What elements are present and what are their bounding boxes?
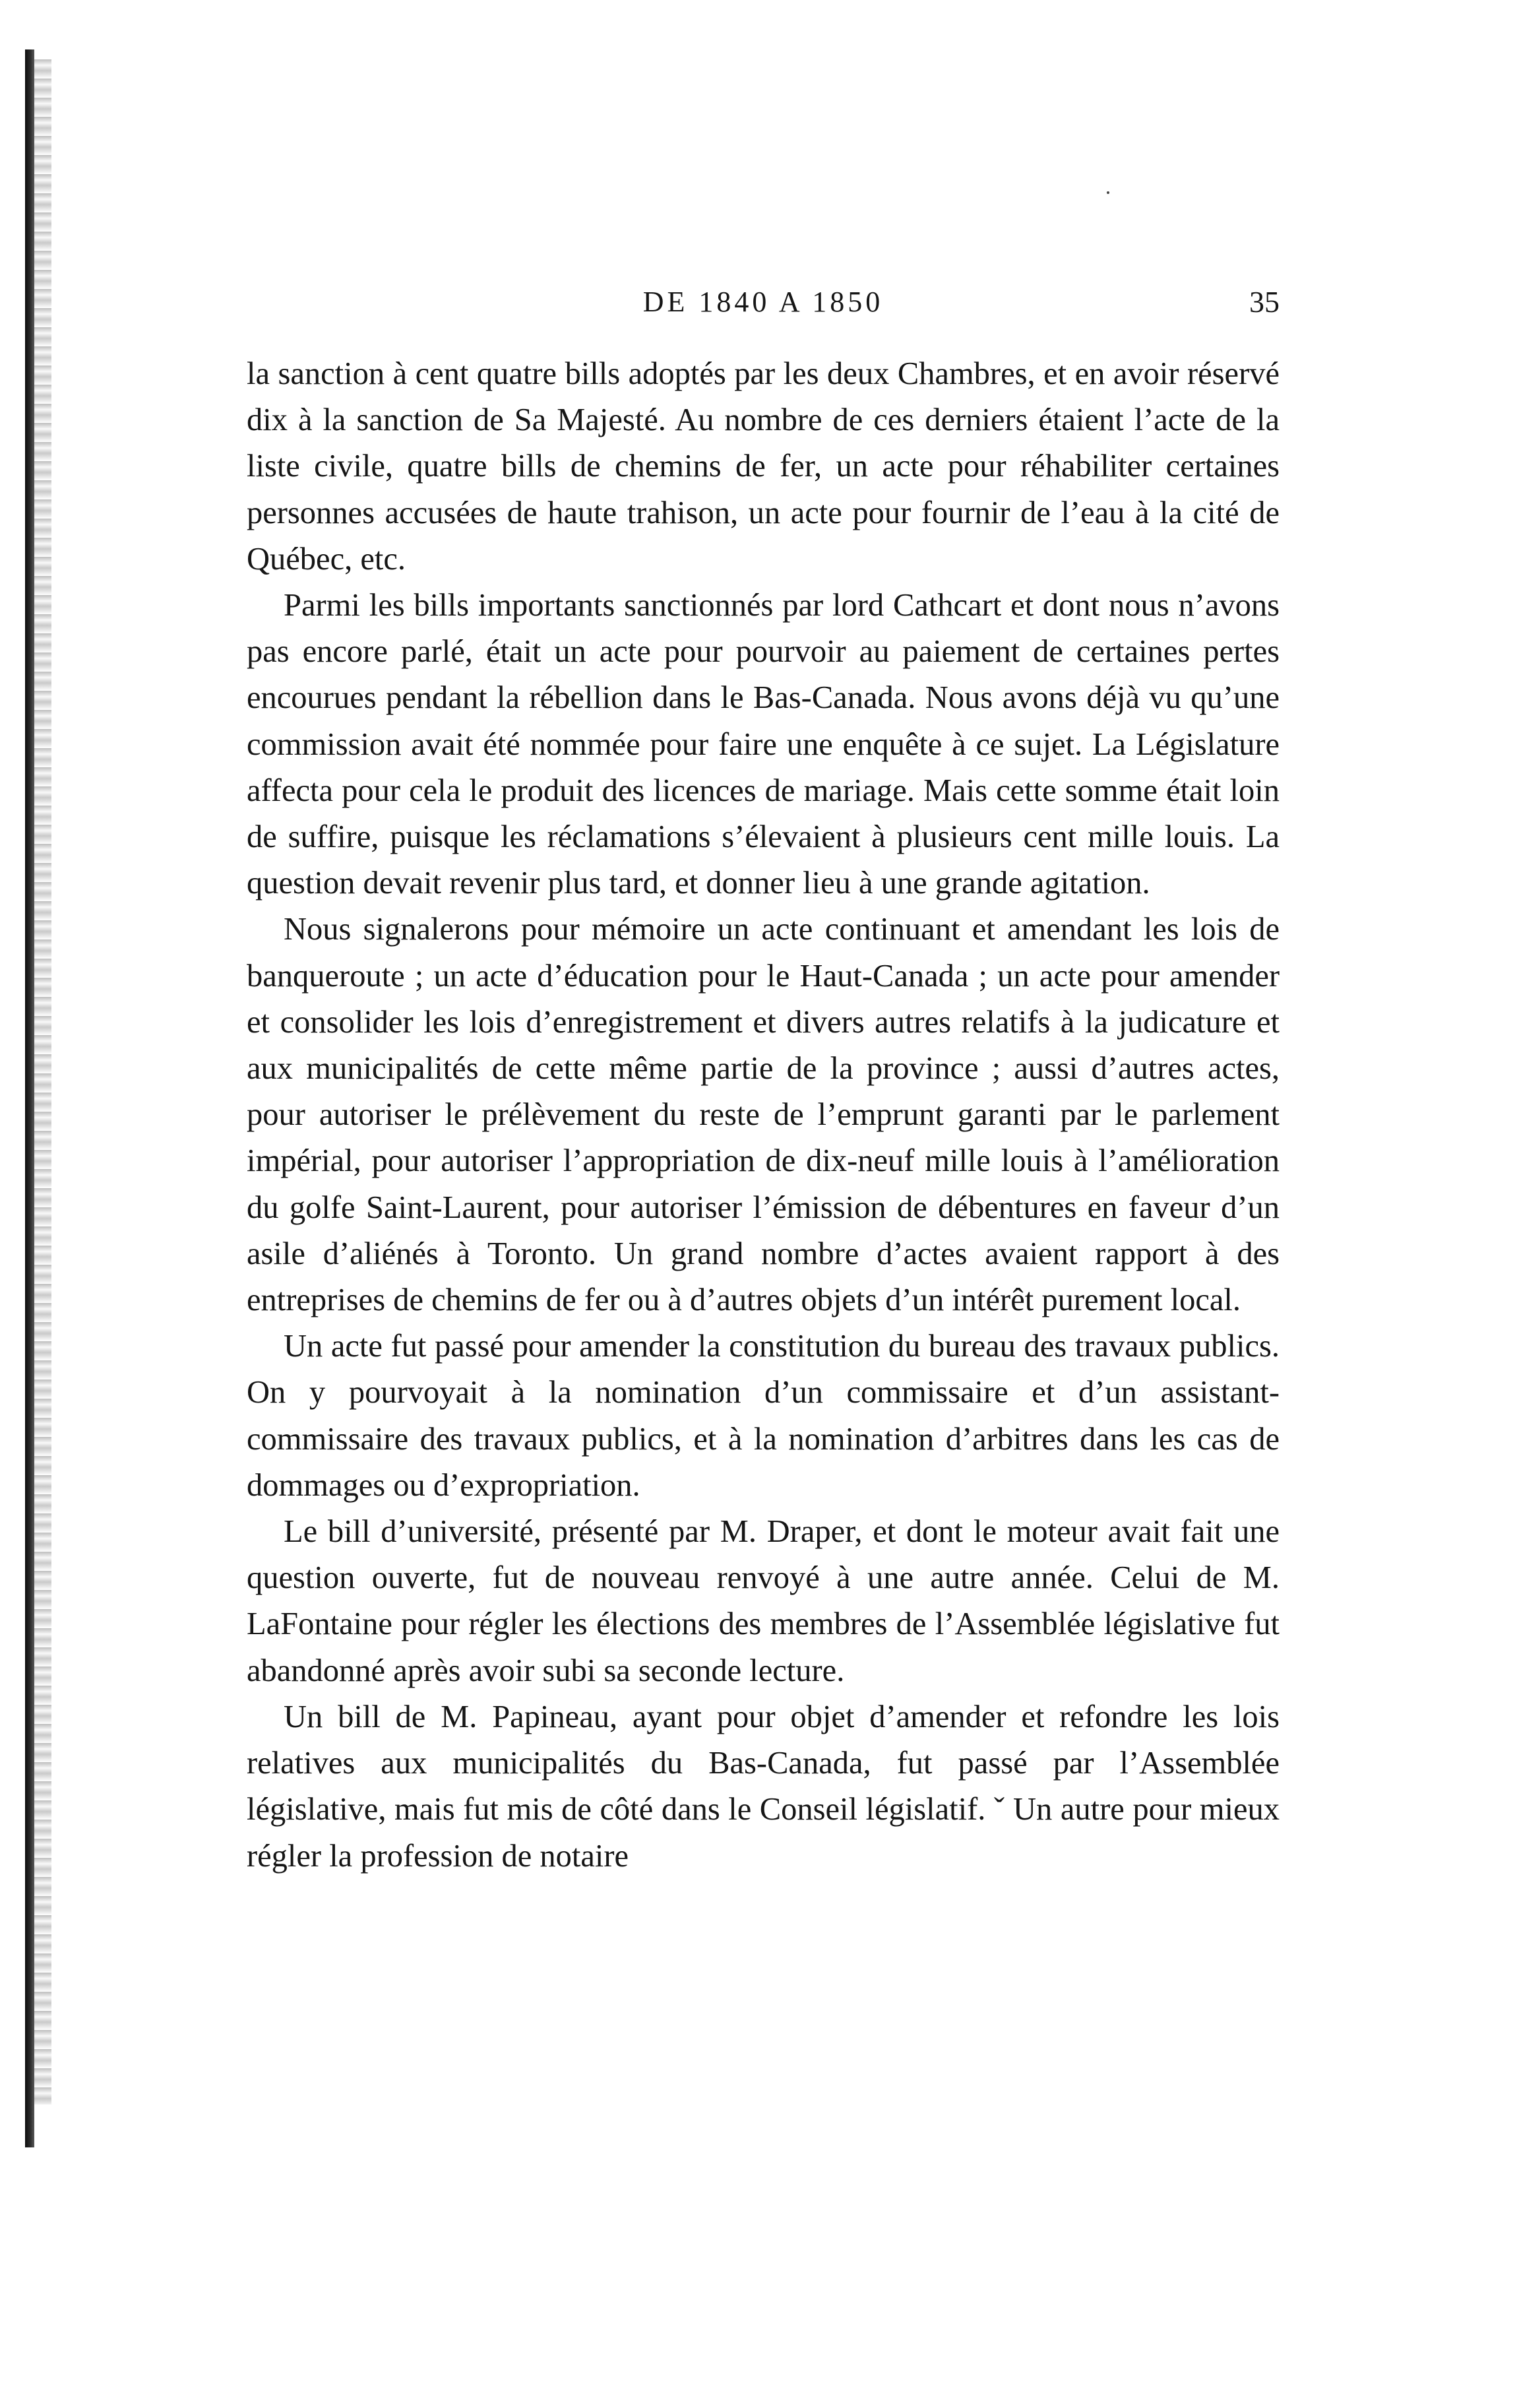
- paragraph-continued: la sanction à cent quatre bills adoptés par les deux Chambres, et en avoir réservé dix à la sanction de Sa Majesté. Au nombre de ces derniers étaient l’acte de la liste civile, quatre bills de chemins de fer, un acte pour réhabiliter certaines personnes accusées de haute trahison, un acte pour fournir de l’eau à la cité de Québec, etc.: [247, 356, 1280, 577]
- paragraph: Un acte fut passé pour amender la constitution du bureau des travaux publics. On y pourvoyait à la nomination d’un commissaire et d’un assistant-commissaire des travaux publics, et à la nomination d’arbitres dans les cas de dommages ou d’expropriation.: [247, 1329, 1280, 1503]
- binding-shadow: [34, 59, 51, 2105]
- page-body: [247, 351, 1280, 1880]
- paragraph: Nous signalerons pour mémoire un acte continuant et amendant les lois de banqueroute ; un acte d’éducation pour le Haut-Canada ; un acte pour amender et consolider les lois d’enregistrement et divers autres relatifs à la judicature et aux municipalités de cette même partie de la province ; aussi d’autres actes, pour autoriser le prélèvement du reste de l’emprunt garanti par le parlement impérial, pour autoriser l’appropriation de dix-neuf mille louis à l’amélioration du golfe Saint-Laurent, pour autoriser l’émission de débentures en faveur d’un asile d’aliénés à Toronto. Un grand nombre d’actes avaient rapport à des entreprises de chemins de fer ou à d’autres objets d’un intérêt purement local.: [247, 912, 1280, 1318]
- page-number: 35: [1249, 285, 1280, 319]
- running-title: DE 1840 A 1850: [642, 286, 884, 318]
- paragraph: Parmi les bills importants sanctionnés par lord Cathcart et dont nous n’avons pas encore parlé, était un acte pour pourvoir au paiement de certaines pertes encourues pendant la rébellion dans le Bas-Canada. Nous avons déjà vu qu’une commission avait été nommée pour faire une enquête à ce sujet. La Législature affecta pour cela le produit des licences de mariage. Mais cette somme était loin de suffire, puisque les réclamations s’élevaient à plusieurs cent mille louis. La question devait revenir plus tard, et donner lieu à une grande agitation.: [247, 588, 1280, 901]
- page-binding-edge: [25, 49, 34, 2147]
- paragraph: Le bill d’université, présenté par M. Draper, et dont le moteur avait fait une question ouverte, fut de nouveau renvoyé à une autre année. Celui de M. LaFontaine pour régler les élections des membres de l’Assemblée législative fut abandonné après avoir subi sa seconde lecture.: [247, 1514, 1280, 1688]
- print-speck: [1107, 191, 1109, 194]
- paragraph: Un bill de M. Papineau, ayant pour objet d’amender et refondre les lois relatives aux municipalités du Bas-Canada, fut passé par l’Assemblée législative, mais fut mis de côté dans le Conseil législatif. ˇ Un autre pour mieux régler la profession de notaire: [247, 1699, 1280, 1874]
- running-header: [247, 276, 1280, 329]
